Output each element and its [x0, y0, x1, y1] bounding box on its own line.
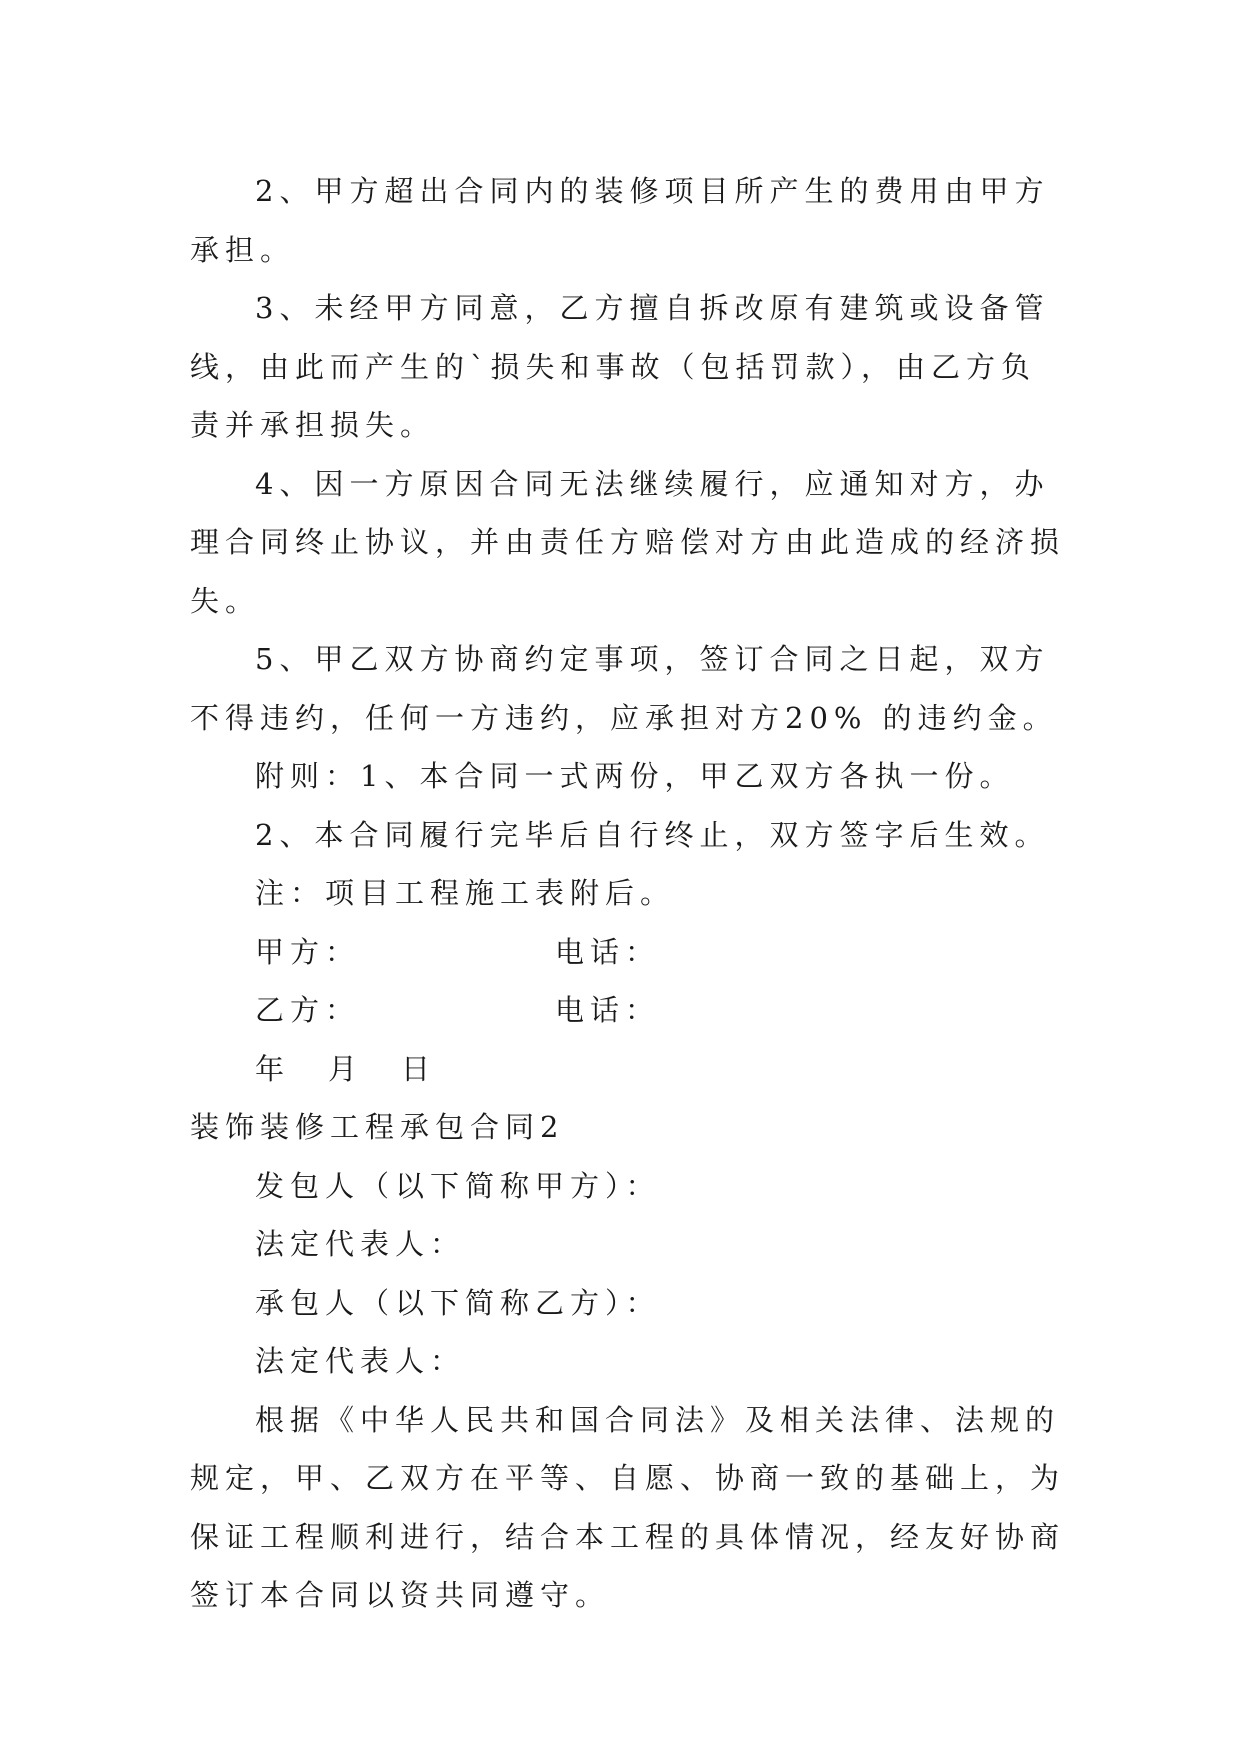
signature-row-party-b: [190, 981, 1070, 1040]
contract2-title: 装饰装修工程承包合同2: [190, 1110, 565, 1144]
contract2-body-paragraph: 根据《中华人民共和国合同法》及相关法律、法规的规定，甲、乙双方在平等、自愿、协商一致的基础上，为保证工程顺利进行，结合本工程的具体情况，经友好协商签订本合同以资共同遵守。: [190, 1402, 1066, 1612]
date-year: 年: [255, 1051, 291, 1086]
clause-3: 3、未经甲方同意，乙方擅自拆改原有建筑或设备管线，由此而产生的`损失和事故（包括罚款），由乙方负责并承担损失。: [190, 291, 1050, 442]
appendix-clause-2: 2、本合同履行完毕后自行终止，双方签字后生效。: [255, 817, 1050, 852]
date-day: 日: [401, 1051, 437, 1086]
contract2-employer-rep-line: 法定代表人：: [255, 1227, 466, 1261]
document-body: [190, 162, 1070, 1625]
contract2-contractor-line: 承包人（以下简称乙方）：: [255, 1285, 661, 1320]
party-b-label: 乙方：: [255, 993, 361, 1027]
signature-row-party-a: [190, 923, 1070, 982]
contract2-employer-line: 发包人（以下简称甲方）：: [255, 1168, 661, 1203]
note-line: 注：项目工程施工表附后。: [255, 876, 676, 910]
clause-5: 5、甲乙双方协商约定事项，签订合同之日起，双方不得违约，任何一方违约，应承担对方20% 的违约金。: [190, 642, 1058, 735]
clause-4: 4、因一方原因合同无法继续履行，应通知对方，办理合同终止协议，并由责任方赔偿对方由此造成的经济损失。: [190, 466, 1066, 618]
signature-date: [190, 1040, 1070, 1099]
clause-2: 2、甲方超出合同内的装修项目所产生的费用由甲方承担。: [190, 174, 1050, 267]
party-a-label: 甲方：: [255, 934, 361, 969]
contract2-contractor-rep-line: 法定代表人：: [255, 1344, 466, 1378]
party-a-phone-label: 电话：: [555, 934, 661, 969]
appendix-clause-1: 附则：1、本合同一式两份，甲乙双方各执一份。: [255, 759, 1015, 793]
date-month: 月: [328, 1051, 364, 1086]
party-b-phone-label: 电话：: [555, 993, 661, 1027]
